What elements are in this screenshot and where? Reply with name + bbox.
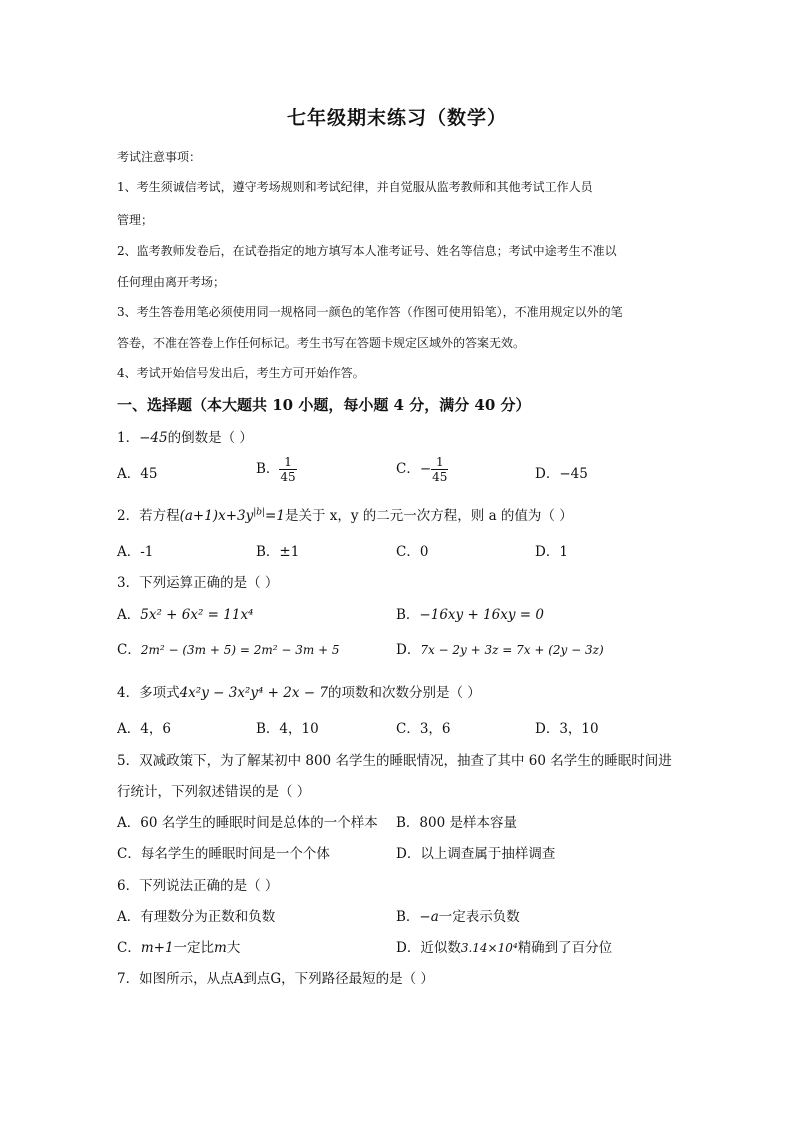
q6-option-c-math2: m <box>214 940 227 956</box>
notes-heading: 考试注意事项： <box>117 150 202 164</box>
q2-option-c: C．0 <box>396 544 429 560</box>
q6-option-b-label: B． <box>396 909 420 925</box>
q6-option-a: A．有理数分为正数和负数 <box>117 909 276 925</box>
q1-stem-post: 的倒数是（ ） <box>167 430 253 446</box>
q2-option-d: D．1 <box>535 544 568 560</box>
q2-stem-pre: 2．若方程 <box>117 508 180 524</box>
note-3a: 3、考生答卷用笔必须使用同一规格同一颜色的笔作答（作图可使用铅笔），不准用规定以外的笔 <box>117 305 623 319</box>
q5-option-b: B．800 是样本容量 <box>396 815 517 831</box>
q5-stem-line1: 5．双减政策下，为了解某初中 800 名学生的睡眠情况，抽查了其中 60 名学生的睡眠时间进 <box>117 753 672 769</box>
q1-c-denominator: 45 <box>432 470 448 484</box>
q1-option-a: A．45 <box>117 466 158 482</box>
q1-c-numerator: 1 <box>431 455 448 470</box>
q2-stem-math2: =1 <box>265 508 285 524</box>
q6-option-c-mid: 一定比 <box>173 940 215 956</box>
q5-option-d: D．以上调查属于抽样调查 <box>396 846 556 862</box>
q5-option-a: A．60 名学生的睡眠时间是总体的一个样本 <box>117 815 378 831</box>
q6-option-b <box>396 905 520 925</box>
q4-stem-pre: 4．多项式 <box>117 685 180 701</box>
q3-option-d <box>396 638 604 658</box>
q1-option-c <box>396 455 448 484</box>
q1-stem-math: −45 <box>139 430 168 446</box>
q6-option-c <box>117 936 240 956</box>
q3-option-a <box>117 603 253 623</box>
q4-stem-math: 4x²y − 3x²y⁴ + 2x − 7 <box>179 685 328 701</box>
q1-option-d: D．−45 <box>535 466 588 482</box>
q4-option-c: C．3，6 <box>396 721 451 737</box>
q6-stem: 6．下列说法正确的是（ ） <box>117 878 279 894</box>
q6-option-d-post: 精确到了百分位 <box>517 940 613 956</box>
note-1b: 管理； <box>117 213 154 227</box>
q1-option-b-fraction <box>279 455 296 484</box>
q3-option-d-label: D． <box>396 642 421 658</box>
q4-stem <box>117 681 481 701</box>
q5-option-c: C．每名学生的睡眠时间是一个个体 <box>117 846 330 862</box>
q6-option-d-pre: D．近似数 <box>396 940 461 956</box>
q3-stem: 3．下列运算正确的是（ ） <box>117 575 279 591</box>
q6-option-c-math: m+1 <box>140 940 174 956</box>
q3-option-a-math: 5x² + 6x² = 11x⁴ <box>140 607 254 623</box>
q6-option-b-math: −a <box>419 909 439 925</box>
q3-option-c <box>117 638 340 658</box>
q2-stem-math: (a+1)x+3y <box>179 508 254 524</box>
q2-stem-exponent: |b| <box>253 507 266 518</box>
note-2a: 2、监考教师发卷后，在试卷指定的地方填写本人准考证号、姓名等信息；考试中途考生不准以 <box>117 244 617 258</box>
q5-stem-line2: 行统计，下列叙述错误的是（ ） <box>117 784 311 800</box>
q2-stem-post: 是关于 x，y 的二元一次方程，则 a 的值为（ ） <box>284 508 573 524</box>
q6-option-c-post: 大 <box>226 940 241 956</box>
q2-option-a: A．-1 <box>117 544 154 560</box>
note-4: 4、考试开始信号发出后，考生方可开始作答。 <box>117 366 365 380</box>
note-2b: 任何理由离开考场； <box>117 275 226 289</box>
q1-stem-pre: 1． <box>117 430 140 446</box>
q3-option-c-label: C． <box>117 642 141 658</box>
q1-b-numerator: 1 <box>279 455 296 470</box>
page-title: 七年级期末练习（数学） <box>286 107 507 129</box>
q1-b-denominator: 45 <box>280 470 296 484</box>
q7-stem: 7．如图所示，从点A到点G，下列路径最短的是（ ） <box>117 971 434 987</box>
q3-option-a-label: A． <box>117 607 141 623</box>
q3-option-b <box>396 603 544 623</box>
q4-option-d: D．3，10 <box>535 721 599 737</box>
q6-option-d-math: 3.14×10⁴ <box>460 941 518 955</box>
q1-option-c-label: C．− <box>396 461 432 477</box>
q1-option-b <box>256 455 297 484</box>
q3-option-c-math: 2m² − (3m + 5) = 2m² − 3m + 5 <box>140 643 340 657</box>
q4-option-a: A．4，6 <box>117 721 171 737</box>
section-heading: 一、选择题（本大题共 10 小题，每小题 4 分，满分 40 分） <box>117 396 531 414</box>
q1-option-b-label: B． <box>256 461 280 477</box>
q6-option-d <box>396 936 612 956</box>
q3-option-d-math: 7x − 2y + 3z = 7x + (2y − 3z) <box>420 643 604 657</box>
q1-stem <box>117 426 253 446</box>
q3-option-b-label: B． <box>396 607 420 623</box>
q2-option-b: B．±1 <box>256 544 300 560</box>
q4-stem-post: 的项数和次数分别是（ ） <box>327 685 481 701</box>
q6-option-b-post: 一定表示负数 <box>438 909 520 925</box>
q3-option-b-math: −16xy + 16xy = 0 <box>419 607 544 623</box>
note-1a: 1、考生须诚信考试，遵守考场规则和考试纪律，并自觉服从监考教师和其他考试工作人员 <box>117 180 593 194</box>
note-3b: 答卷，不准在答卷上作任何标记。考生书写在答题卡规定区域外的答案无效。 <box>117 336 526 350</box>
q1-option-c-fraction <box>431 455 448 484</box>
q6-option-c-label: C． <box>117 940 141 956</box>
q4-option-b: B．4，10 <box>256 721 319 737</box>
q2-stem <box>117 504 573 524</box>
